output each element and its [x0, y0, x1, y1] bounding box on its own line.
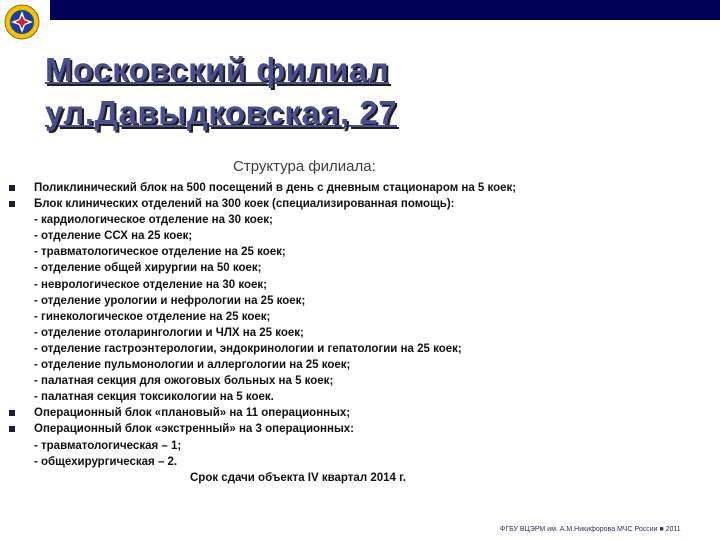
list-item: [34, 309, 694, 325]
list-item: [34, 244, 694, 260]
list-item: [34, 325, 694, 341]
bullet-icon: [9, 201, 15, 207]
list-item: [34, 421, 694, 437]
list-item-text: - травматологическая – 1;: [34, 439, 182, 452]
list-item-text: - кардиологическое отделение на 30 коек;: [34, 214, 273, 227]
list-item: [34, 228, 694, 244]
list-item-text: - травматологическое отделение на 25 коек;: [34, 246, 286, 259]
footer-text: ФГБУ ВЦЭРМ им. А.М.Никифорова МЧС России ■ 2011: [500, 526, 681, 533]
structure-list: [34, 180, 694, 486]
bullet-icon: [9, 426, 15, 432]
list-item-text: - общехирургическая – 2.: [34, 455, 178, 468]
list-item-text: - отделение ССХ на 25 коек;: [34, 230, 193, 243]
list-item-text: - отделение отоларингологии и ЧЛХ на 25 коек;: [34, 326, 304, 339]
list-item: [34, 260, 694, 276]
list-item-text: - палатная секция для ожоговых больных на 5 коек;: [34, 375, 334, 388]
deadline-text: Срок сдачи объекта IV квартал 2014 г.: [190, 471, 406, 484]
list-item: [34, 196, 694, 212]
list-item: [34, 389, 694, 405]
top-bar: [50, 0, 720, 20]
list-item-text: Поликлинический блок на 500 посещений в день с дневным стационаром на 5 коек;: [34, 182, 517, 194]
list-item-text: - отделение гастроэнтерологии, эндокринологии и гепатологии на 25 коек;: [34, 342, 462, 355]
list-item: [34, 293, 694, 309]
list-item: [34, 212, 694, 228]
list-item: [34, 277, 694, 293]
subtitle: Структура филиала:: [233, 158, 376, 175]
list-item: [34, 438, 694, 454]
list-item-text: - палатная секция токсикологии на 5 коек.: [34, 391, 274, 404]
bullet-icon: [9, 410, 15, 416]
list-item: [34, 405, 694, 421]
title-line-2: ул.Давыдковская, 27: [45, 94, 398, 131]
list-item: [34, 341, 694, 357]
list-item: [34, 454, 694, 470]
list-item-text: - гинекологическое отделение на 25 коек;: [34, 310, 271, 323]
title-line-1: Московский филиал: [45, 51, 390, 88]
list-item-text: - отделение пульмонологии и аллергологии на 25 коек;: [34, 359, 351, 372]
list-item: [34, 357, 694, 373]
list-item: [34, 180, 694, 196]
list-item-text: - отделение общей хирургии на 50 коек;: [34, 262, 262, 275]
list-item-text: - отделение урологии и нефрологии на 25 коек;: [34, 294, 306, 307]
page-title: [45, 48, 397, 134]
list-item: [34, 373, 694, 389]
list-item-text: - неврологическое отделение на 30 коек;: [34, 278, 267, 291]
mchs-emblem-icon: [2, 2, 42, 42]
list-item-text: Блок клинических отделений на 300 коек (специализированная помощь):: [34, 198, 455, 211]
list-item-text: Операционный блок «экстренный» на 3 операционных:: [34, 423, 354, 436]
list-item-text: Операционный блок «плановый» на 11 операционных;: [34, 407, 351, 420]
bullet-icon: [9, 185, 15, 191]
